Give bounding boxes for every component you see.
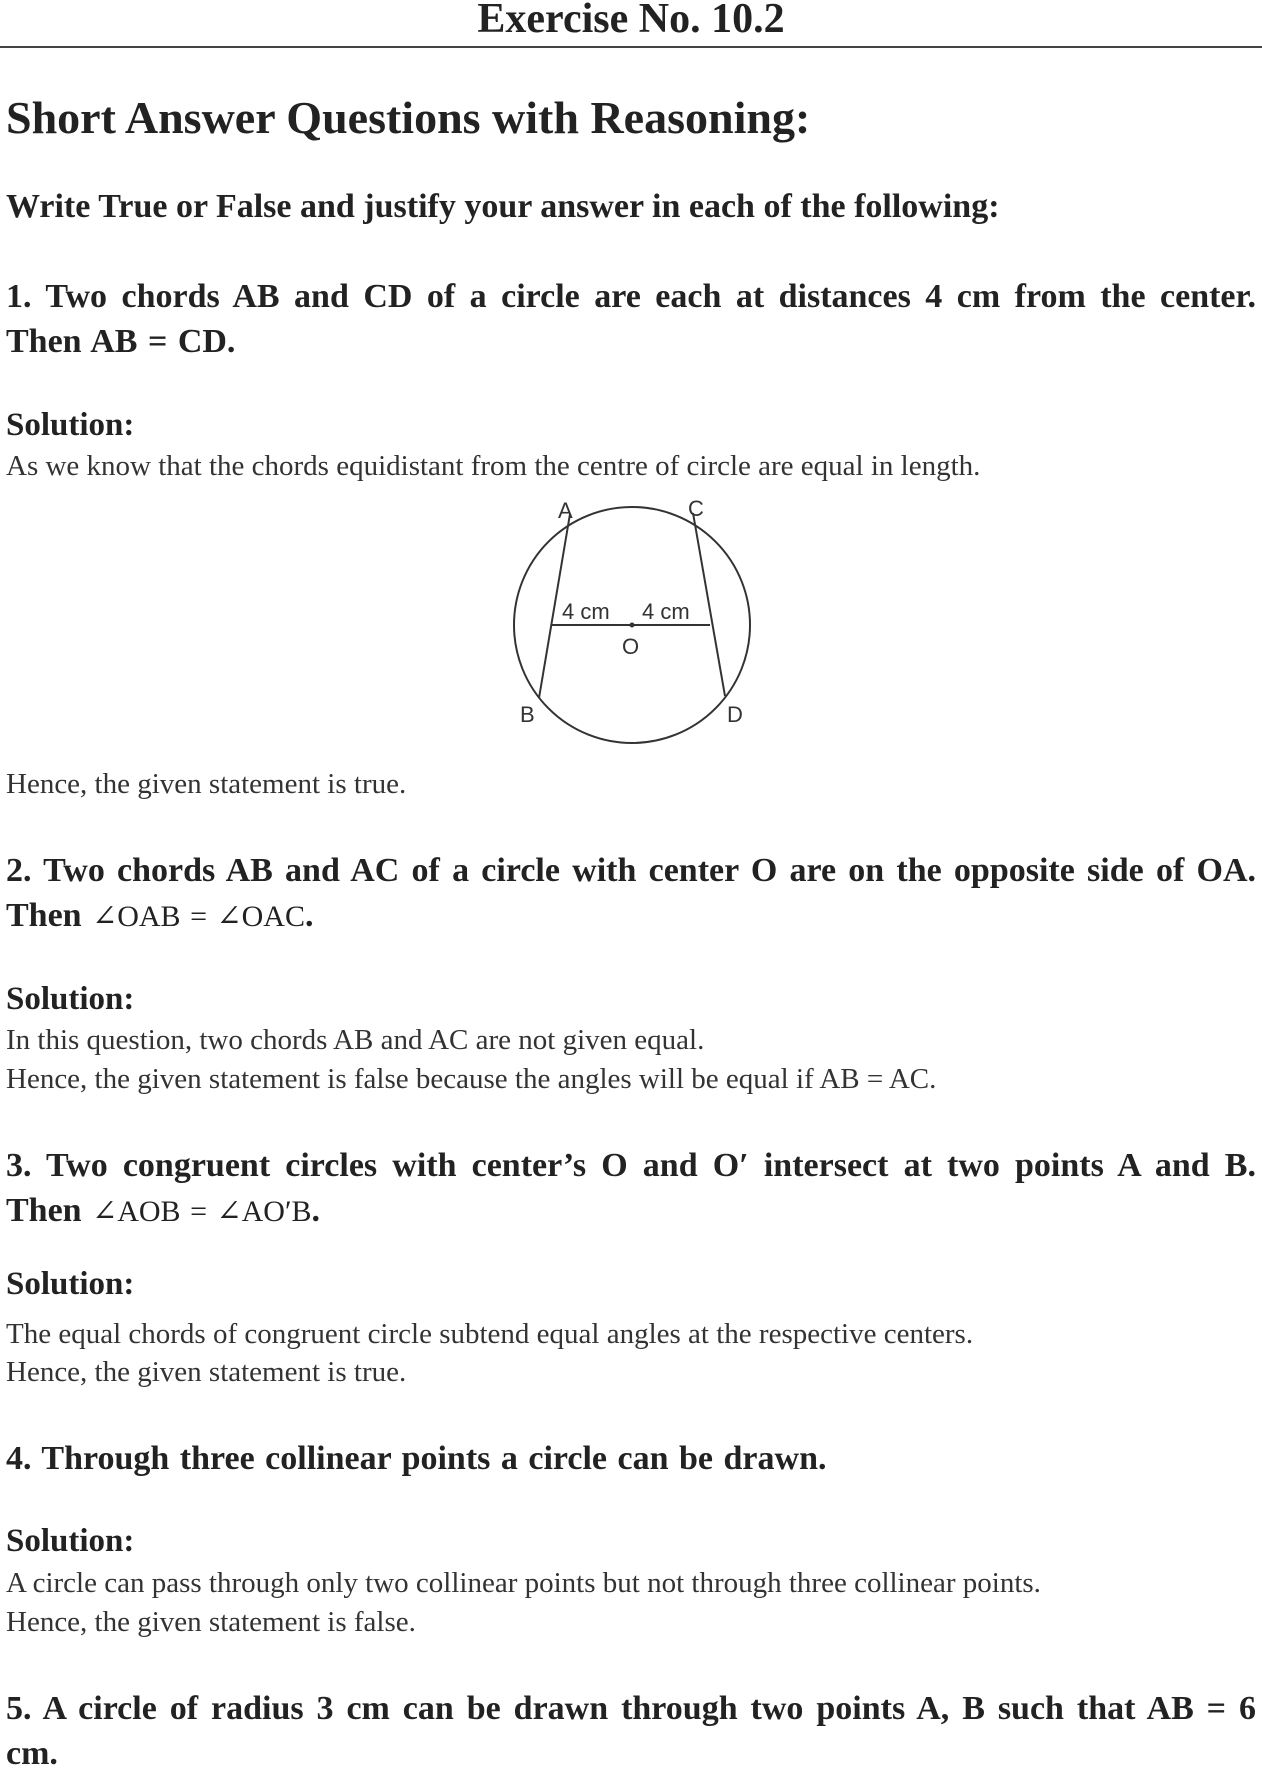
solution-label-3: Solution:: [6, 1266, 135, 1302]
label-a: A: [558, 498, 573, 523]
chord-cd: [693, 513, 725, 696]
solution-2-line-1: In this question, two chords AB and AC are not given equal.: [6, 1024, 705, 1056]
solution-label-4: Solution:: [6, 1523, 135, 1559]
label-distance-1: 4 cm: [562, 599, 610, 624]
label-b: B: [520, 702, 535, 727]
solution-1-line-1: As we know that the chords equidistant from the centre of circle are equal in length.: [6, 450, 981, 482]
question-2: 2. Two chords AB and AC of a circle with center O are on the opposite side of OA. Then ∠OAB = ∠OAC.: [6, 852, 1256, 934]
question-3: 3. Two congruent circles with center’s O and O′ intersect at two points A and B. Then ∠AOB = ∠AO′B.: [6, 1147, 1256, 1229]
section-heading: Short Answer Questions with Reasoning:: [6, 92, 811, 143]
label-d: D: [727, 702, 743, 727]
question-2-text: 2. Two chords AB and AC of a circle with center O are on the opposite side of OA. Then: [6, 852, 1256, 934]
center-point: [630, 623, 635, 628]
question-2-math: ∠OAB = ∠OAC: [92, 900, 305, 933]
solution-2-line-2: Hence, the given statement is false because the angles will be equal if AB = AC.: [6, 1063, 937, 1095]
solution-3-line-2: Hence, the given statement is true.: [6, 1356, 407, 1388]
question-3-math: ∠AOB = ∠AO′B: [92, 1195, 312, 1228]
solution-4-line-2: Hence, the given statement is false.: [6, 1606, 416, 1638]
label-c: C: [688, 496, 704, 521]
solution-label-2: Solution:: [6, 981, 135, 1017]
question-3-text: 3. Two congruent circles with center’s O and O′ intersect at two points A and B. Then: [6, 1147, 1256, 1229]
question-4: 4. Through three collinear points a circle can be drawn.: [6, 1440, 827, 1477]
question-1: 1. Two chords AB and CD of a circle are each at distances 4 cm from the center. Then AB = CD.: [6, 278, 1256, 360]
label-distance-2: 4 cm: [642, 599, 690, 624]
label-o: O: [622, 634, 640, 659]
exercise-title: Exercise No. 10.2: [477, 0, 785, 42]
solution-4-line-1: A circle can pass through only two collinear points but not through three collinear points.: [6, 1567, 1041, 1599]
chord-diagram: [0, 0, 1262, 800]
question-5: 5. A circle of radius 3 cm can be drawn through two points A, B such that AB = 6 cm.: [6, 1690, 1256, 1772]
solution-1-line-2: Hence, the given statement is true.: [6, 768, 407, 800]
solution-3-line-1: The equal chords of congruent circle subtend equal angles at the respective centers.: [6, 1318, 974, 1350]
instruction: Write True or False and justify your answer in each of the following:: [6, 188, 1000, 225]
solution-label-1: Solution:: [6, 407, 135, 443]
